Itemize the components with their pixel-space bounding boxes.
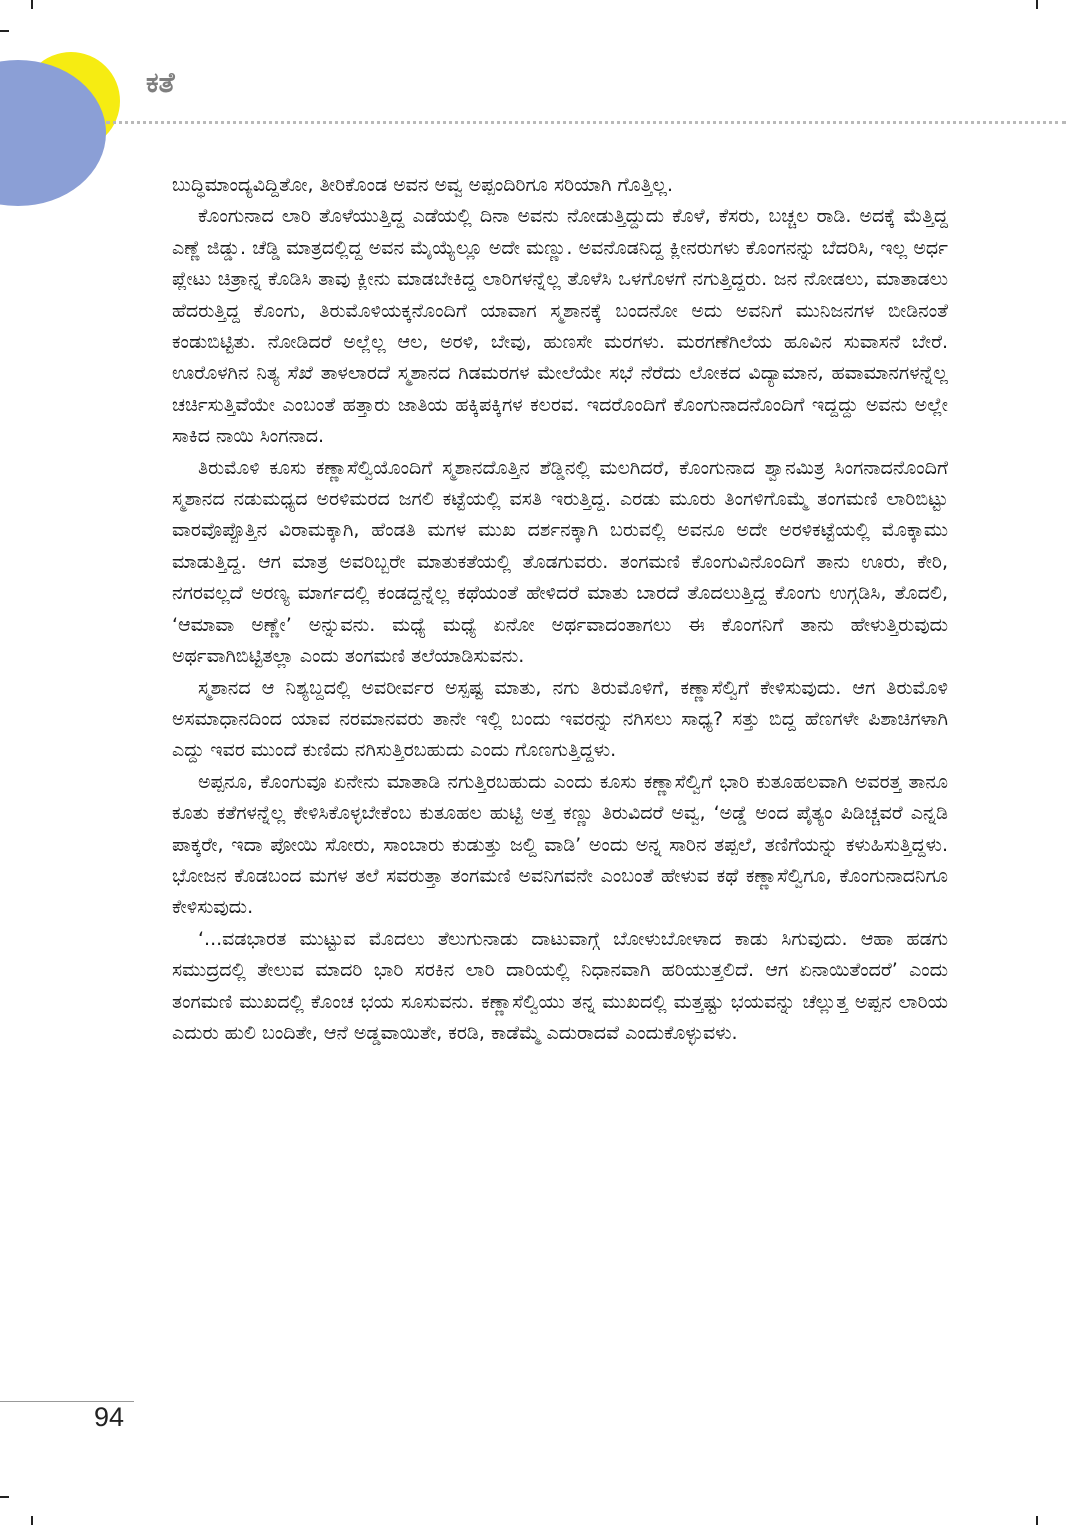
- paragraph-1: ಬುದ್ಧಿಮಾಂದ್ಯವಿದ್ದಿತೋ, ತೀರಿಕೊಂಡ ಅವನ ಅವ್ವ ಅಪ್ಪಂದಿರಿಗೂ ಸರಿಯಾಗಿ ಗೊತ್ತಿಲ್ಲ.: [172, 174, 674, 196]
- crop-mark-bottom-right: [1036, 1516, 1038, 1525]
- paragraph-6: ‘...ವಡಭಾರತ ಮುಟ್ಟುವ ಮೊದಲು ತೆಲುಗುನಾಡು ದಾಟುವಾಗ್ಗೆ ಬೋಳುಬೋಳಾದ ಕಾಡು ಸಿಗುವುದು. ಆಹಾ ಹಡಗು ಸಮುದ್ರದಲ್ಲಿ ತೇಲುವ ಮಾದರಿ ಭಾರಿ ಸರಕಿನ ಲಾರಿ ದಾರಿಯಲ್ಲಿ ನಿಧಾನವಾಗಿ ಹರಿಯುತ್ತಲಿದೆ. ಆಗ ಏನಾಯಿತೆಂದರೆ’ ಎಂದು ತಂಗಮಣಿ ಮುಖದಲ್ಲಿ ಕೊಂಚ ಭಯ ಸೂಸುವನು. ಕಣ್ಣಾಸೆಲ್ವಿಯು ತನ್ನ ಮುಖದಲ್ಲಿ ಮತ್ತಷ್ಟು ಭಯವನ್ನು ಚೆಲ್ಲುತ್ತ ಅಪ್ಪನ ಲಾರಿಯ ಎದುರು ಹುಲಿ ಬಂದಿತೇ, ಆನೆ ಅಡ್ಡವಾಯಿತೇ, ಕರಡಿ, ಕಾಡೆಮ್ಮೆ ಎದುರಾದವೆ ಎಂದುಕೊಳ್ಳುವಳು.: [172, 927, 948, 1044]
- paragraph-2: ಕೊಂಗುನಾದ ಲಾರಿ ತೊಳೆಯುತ್ತಿದ್ದ ಎಡೆಯಲ್ಲಿ ದಿನಾ ಅವನು ನೋಡುತ್ತಿದ್ದುದು ಕೊಳೆ, ಕೆಸರು, ಬಚ್ಚಲ ರಾಡಿ. ಅದಕ್ಕೆ ಮೆತ್ತಿದ್ದ ಎಣ್ಣೆ ಜಿಡ್ಡು. ಚೆಡ್ಡಿ ಮಾತ್ರದಲ್ಲಿದ್ದ ಅವನ ಮೈಯ್ಯೆಲ್ಲೂ ಅದೇ ಮಣ್ಣು. ಅವನೊಡನಿದ್ದ ಕ್ಲೀನರುಗಳು ಕೊಂಗನನ್ನು ಬೆದರಿಸಿ, ಇಲ್ಲ ಅರ್ಧ ಪ್ಲೇಟು ಚಿತ್ರಾನ್ನ ಕೊಡಿಸಿ ತಾವು ಕ್ಲೀನು ಮಾಡಬೇಕಿದ್ದ ಲಾರಿಗಳನ್ನೆಲ್ಲ ತೊಳೆಸಿ ಒಳಗೊಳಗೆ ನಗುತ್ತಿದ್ದರು. ಜನ ನೋಡಲು, ಮಾತಾಡಲು ಹೆದರುತ್ತಿದ್ದ ಕೊಂಗು, ತಿರುಮೊಳಿಯಕ್ಕನೊಂದಿಗೆ ಯಾವಾಗ ಸ್ಮಶಾನಕ್ಕೆ ಬಂದನೋ ಅದು ಅವನಿಗೆ ಮುನಿಜನಗಳ ಬೀಡಿನಂತೆ ಕಂಡುಬಿಟ್ಟಿತು. ನೋಡಿದರೆ ಅಲ್ಲೆಲ್ಲ ಆಲ, ಅರಳಿ, ಬೇವು, ಹುಣಸೇ ಮರಗಳು. ಮರಗಣೆಗಿಲೆಯ ಹೂವಿನ ಸುವಾಸನೆ ಬೇರೆ. ಊರೊಳಗಿನ ನಿತ್ಯ ಸೆಖೆ ತಾಳಲಾರದೆ ಸ್ಮಶಾನದ ಗಿಡಮರಗಳ ಮೇಲೆಯೇ ಸಭೆ ನೆರೆದು ಲೋಕದ ವಿದ್ಯಾಮಾನ, ಹವಾಮಾನಗಳನ್ನೆಲ್ಲ ಚರ್ಚಿಸುತ್ತಿವೆಯೇ ಎಂಬಂತೆ ಹತ್ತಾರು ಜಾತಿಯ ಹಕ್ಕಿಪಕ್ಕಿಗಳ ಕಲರವ. ಇದರೊಂದಿಗೆ ಕೊಂಗುನಾದನೊಂದಿಗೆ ಇದ್ದದ್ದು ಅವನು ಅಲ್ಲೇ ಸಾಕಿದ ನಾಯಿ ಸಿಂಗನಾದ.: [172, 205, 948, 448]
- crop-mark-bottom-left: [31, 1516, 33, 1525]
- paragraph-3: ತಿರುಮೊಳಿ ಕೂಸು ಕಣ್ಣಾಸೆಲ್ವಿಯೊಂದಿಗೆ ಸ್ಮಶಾನದೊತ್ತಿನ ಶೆಡ್ಡಿನಲ್ಲಿ ಮಲಗಿದರೆ, ಕೊಂಗುನಾದ ಶ್ವಾನಮಿತ್ರ ಸಿಂಗನಾದನೊಂದಿಗೆ ಸ್ಮಶಾನದ ನಡುಮಧ್ಯದ ಅರಳಿಮರದ ಜಗಲಿ ಕಟ್ಟೆಯಲ್ಲಿ ವಸತಿ ಇರುತ್ತಿದ್ದ. ಎರಡು ಮೂರು ತಿಂಗಳಿಗೊಮ್ಮೆ ತಂಗಮಣಿ ಲಾರಿಬಿಟ್ಟು ವಾರವೊಪ್ಪೊತ್ತಿನ ವಿರಾಮಕ್ಕಾಗಿ, ಹೆಂಡತಿ ಮಗಳ ಮುಖ ದರ್ಶನಕ್ಕಾಗಿ ಬರುವಲ್ಲಿ ಅವನೂ ಅದೇ ಅರಳಿಕಟ್ಟೆಯಲ್ಲಿ ಮೊಕ್ಕಾಮು ಮಾಡುತ್ತಿದ್ದ. ಆಗ ಮಾತ್ರ ಅವರಿಬ್ಬರೇ ಮಾತುಕತೆಯಲ್ಲಿ ತೊಡಗುವರು. ತಂಗಮಣಿ ಕೊಂಗುವಿನೊಂದಿಗೆ ತಾನು ಊರು, ಕೇರಿ, ನಗರವಲ್ಲದೆ ಅರಣ್ಯ ಮಾರ್ಗದಲ್ಲಿ ಕಂಡದ್ದನ್ನೆಲ್ಲ ಕಥೆಯಂತೆ ಹೇಳಿದರೆ ಮಾತು ಬಾರದೆ ತೊದಲುತ್ತಿದ್ದ ಕೊಂಗು ಉಗ್ಗಡಿಸಿ, ತೊದಲಿ, ‘ಆಮಾವಾ ಅಣ್ಣೇ’ ಅನ್ನುವನು. ಮಧ್ಯೆ ಮಧ್ಯೆ ಏನೋ ಅರ್ಥವಾದಂತಾಗಲು ಈ ಕೊಂಗನಿಗೆ ತಾನು ಹೇಳುತ್ತಿರುವುದು ಅರ್ಥವಾಗಿಬಿಟ್ಟಿತಲ್ಲಾ ಎಂದು ತಂಗಮಣಿ ತಲೆಯಾಡಿಸುವನು.: [172, 456, 948, 668]
- crop-mark-left-top: [0, 30, 9, 32]
- crop-mark-left-bottom: [0, 1496, 9, 1498]
- header-dotted-rule: [106, 121, 1066, 124]
- section-label: ಕತೆ: [146, 66, 175, 99]
- paragraph-4: ಸ್ಮಶಾನದ ಆ ನಿಶ್ಯಬ್ದದಲ್ಲಿ ಅವರೀರ್ವರ ಅಸ್ಪಷ್ಟ ಮಾತು, ನಗು ತಿರುಮೊಳಿಗೆ, ಕಣ್ಣಾಸೆಲ್ವಿಗೆ ಕೇಳಿಸುವುದು. ಆಗ ತಿರುಮೊಳಿ ಅಸಮಾಧಾನದಿಂದ ಯಾವ ನರಮಾನವರು ತಾನೇ ಇಲ್ಲಿ ಬಂದು ಇವರನ್ನು ನಗಿಸಲು ಸಾಧ್ಯ? ಸತ್ತು ಬಿದ್ದ ಹೆಣಗಳೇ ಪಿಶಾಚಿಗಳಾಗಿ ಎದ್ದು ಇವರ ಮುಂದೆ ಕುಣಿದು ನಗಿಸುತ್ತಿರಬಹುದು ಎಂದು ಗೊಣಗುತ್ತಿದ್ದಳು.: [172, 676, 948, 762]
- page-number: 94: [94, 1402, 125, 1432]
- crop-mark-top-left: [31, 0, 33, 9]
- paragraph-5: ಅಪ್ಪನೂ, ಕೊಂಗುವೂ ಏನೇನು ಮಾತಾಡಿ ನಗುತ್ತಿರಬಹುದು ಎಂದು ಕೂಸು ಕಣ್ಣಾಸೆಲ್ವಿಗೆ ಭಾರಿ ಕುತೂಹಲವಾಗಿ ಅವರತ್ತ ತಾನೂ ಕೂತು ಕತೆಗಳನ್ನೆಲ್ಲ ಕೇಳಿಸಿಕೊಳ್ಳಬೇಕೆಂಬ ಕುತೂಹಲ ಹುಟ್ಟಿ ಅತ್ತ ಕಣ್ಣು ತಿರುವಿದರೆ ಅವ್ವ, ‘ಅಡ್ಡೆ ಅಂದ ಪೈತ್ಯಂ ಪಿಡಿಚ್ಚವರೆ ಎನ್ನಡಿ ಪಾಕ್ಕರೇ, ಇದಾ ಪೋಯಿ ಸೋರು, ಸಾಂಬಾರು ಕುಡುತ್ತು ಜಲ್ದಿ ವಾಡಿ’ ಅಂದು ಅನ್ನ ಸಾರಿನ ತಪ್ಪಲೆ, ತಣಿಗೆಯನ್ನು ಕಳುಹಿಸುತ್ತಿದ್ದಳು. ಭೋಜನ ಕೊಡಬಂದ ಮಗಳ ತಲೆ ಸವರುತ್ತಾ ತಂಗಮಣಿ ಅವನಿಗವನೇ ಎಂಬಂತೆ ಹೇಳುವ ಕಥೆ ಕಣ್ಣಾಸೆಲ್ವಿಗೂ, ಕೊಂಗುನಾದನಿಗೂ ಕೇಳಿಸುವುದು.: [172, 770, 948, 919]
- crop-mark-top-right: [1036, 0, 1038, 9]
- story-body: [172, 170, 948, 1049]
